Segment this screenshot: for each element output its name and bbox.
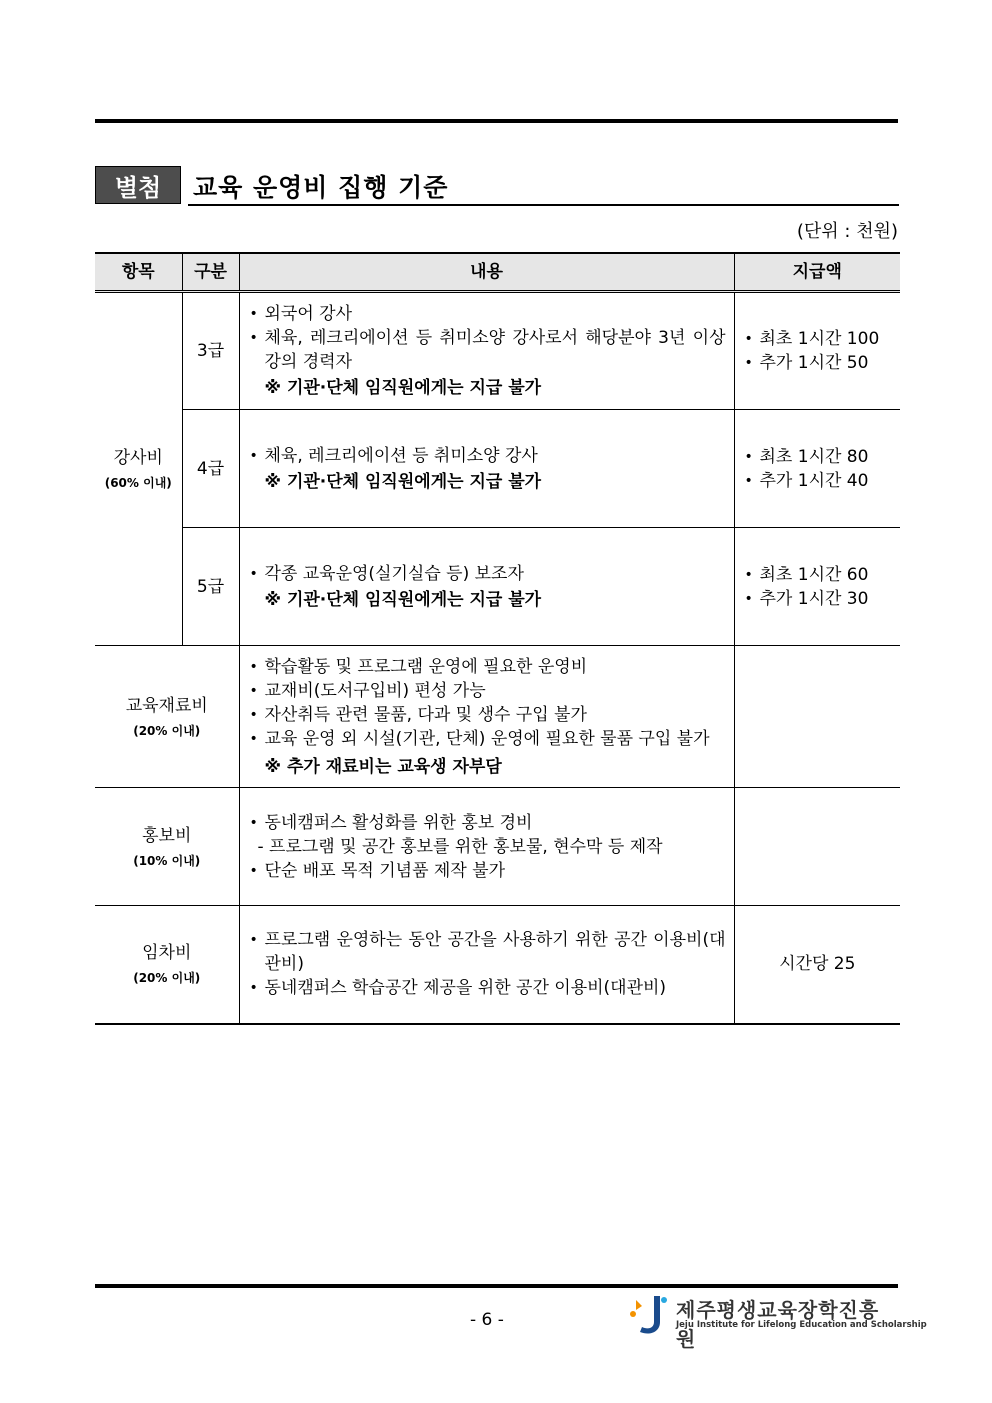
content-cell xyxy=(239,410,734,528)
category-limit: (60% 이내) xyxy=(104,476,172,490)
list-item: • 각종 교육운영(실기실습 등) 보조자 xyxy=(248,562,726,586)
grade-cell: 4급 xyxy=(182,410,239,528)
note: ※ 추가 재료비는 교육생 자부담 xyxy=(264,756,502,777)
amount-cell-empty xyxy=(734,646,900,788)
amount-cell xyxy=(734,410,900,528)
header-item: 항목 xyxy=(95,253,182,292)
list-item: • 단순 배포 목적 기념품 제작 불가 xyxy=(248,859,726,883)
table-row xyxy=(95,528,900,646)
list-item: • 동네캠퍼스 학습공간 제공을 위한 공간 이용비(대관비) xyxy=(248,976,726,1000)
list-item: • 체육, 레크리에이션 등 취미소양 강사 xyxy=(248,444,726,468)
title-underline xyxy=(188,204,899,206)
amount-item: • 추가 1시간 40 xyxy=(743,469,893,493)
note: ※ 기관·단체 임직원에게는 지급 불가 xyxy=(264,378,542,398)
category-limit: (20% 이내) xyxy=(133,971,201,986)
list-item: • 외국어 강사 xyxy=(248,302,726,326)
header-division: 구분 xyxy=(182,253,239,292)
expense-table xyxy=(95,252,900,1025)
list-item: • 체육, 레크리에이션 등 취미소양 강사로서 해당분야 3년 이상 강의 경력자 xyxy=(248,326,726,374)
category-limit: (10% 이내) xyxy=(133,853,201,868)
category-promotion xyxy=(95,788,239,906)
table-row xyxy=(95,906,900,1024)
content-cell xyxy=(239,788,734,906)
category-label: 교육재료비 xyxy=(125,695,208,716)
top-rule xyxy=(95,119,898,123)
amount-item: • 추가 1시간 50 xyxy=(743,351,893,375)
unit-label: (단위 : 천원) xyxy=(796,221,898,242)
amount-item: • 최초 1시간 60 xyxy=(743,563,893,587)
category-label: 강사비 xyxy=(113,448,163,468)
category-limit: (20% 이내) xyxy=(133,723,201,738)
list-item: • 교육 운영 외 시설(기관, 단체) 운영에 필요한 물품 구입 불가 xyxy=(248,727,726,751)
table-row xyxy=(95,646,900,788)
list-item: • 학습활동 및 프로그램 운영에 필요한 운영비 xyxy=(248,655,726,679)
bottom-rule xyxy=(95,1284,898,1288)
list-item: • 동네캠퍼스 활성화를 위한 홍보 경비 xyxy=(248,811,726,835)
amount-cell xyxy=(734,528,900,646)
content-cell xyxy=(239,528,734,646)
header-amount: 지급액 xyxy=(734,253,900,292)
table-row xyxy=(95,410,900,528)
category-materials xyxy=(95,646,239,788)
list-item: • 교재비(도서구입비) 편성 가능 xyxy=(248,679,726,703)
table-row xyxy=(95,788,900,906)
category-lecturer xyxy=(95,292,182,646)
note: ※ 기관·단체 임직원에게는 지급 불가 xyxy=(264,589,542,610)
amount-item: • 추가 1시간 30 xyxy=(743,587,893,611)
amount-item: • 최초 1시간 80 xyxy=(743,445,893,469)
amount-cell: 시간당 25 xyxy=(734,906,900,1024)
content-cell xyxy=(239,292,734,410)
list-item: • 프로그램 운영하는 동안 공간을 사용하기 위한 공간 이용비(대관비) xyxy=(248,928,726,976)
category-label: 홍보비 xyxy=(142,825,192,846)
table-row xyxy=(95,292,900,410)
category-label: 임차비 xyxy=(142,943,192,964)
note: ※ 기관·단체 임직원에게는 지급 불가 xyxy=(264,471,542,492)
content-cell xyxy=(239,646,734,788)
org-logo xyxy=(626,1292,927,1351)
attachment-badge: 별첨 xyxy=(95,166,181,204)
amount-cell xyxy=(734,292,900,410)
page-title: 교육 운영비 집행 기준 xyxy=(193,173,449,202)
amount-cell-empty xyxy=(734,788,900,906)
content-cell xyxy=(239,906,734,1024)
list-item: • 자산취득 관련 물품, 다과 및 생수 구입 불가 xyxy=(248,703,726,727)
category-rental xyxy=(95,906,239,1024)
grade-cell: 5급 xyxy=(182,528,239,646)
header-content: 내용 xyxy=(239,253,734,292)
amount-item: • 최초 1시간 100 xyxy=(743,327,893,351)
sub-item: - 프로그램 및 공간 홍보를 위한 홍보물, 현수막 등 제작 xyxy=(257,836,663,857)
org-english-name: Jeju Institute for Lifelong Education and Scholarship xyxy=(676,1320,927,1330)
section-title xyxy=(95,166,899,206)
table-header-row xyxy=(95,253,900,292)
grade-cell: 3급 xyxy=(182,292,239,410)
org-name: 제주평생교육장학진흥원 xyxy=(676,1298,880,1351)
jeju-logo-icon xyxy=(626,1292,672,1338)
page-number: - 6 - xyxy=(470,1310,504,1330)
